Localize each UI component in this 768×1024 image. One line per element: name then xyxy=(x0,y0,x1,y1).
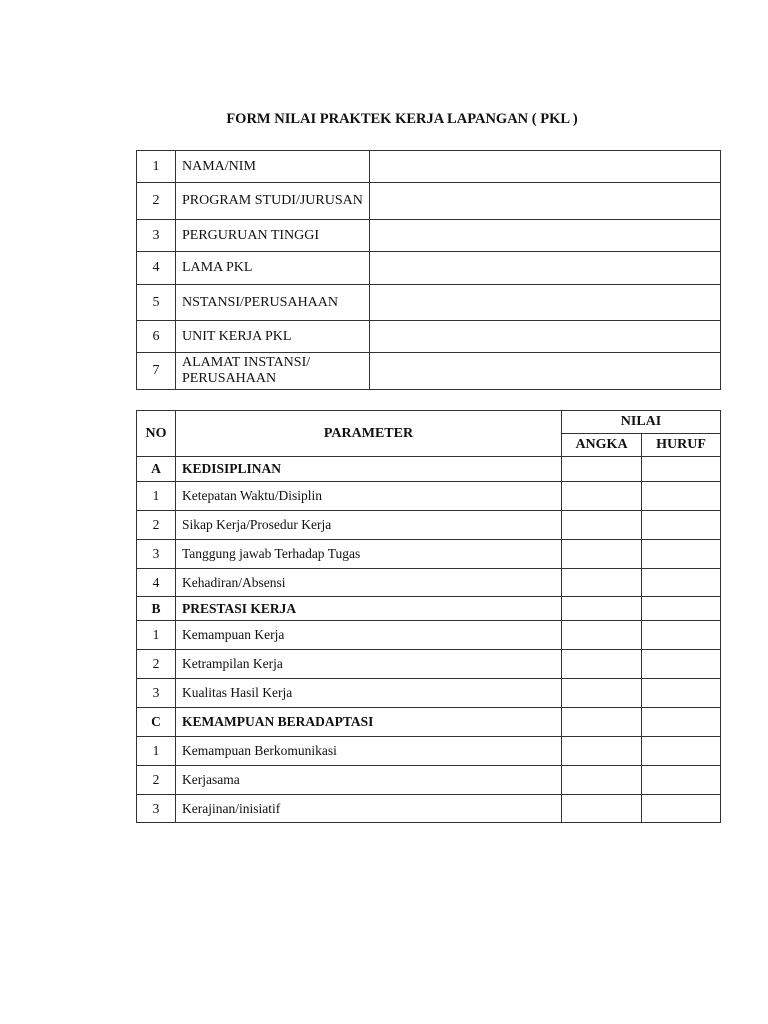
row-number: 6 xyxy=(137,321,176,353)
parameter-label: Ketepatan Waktu/Disiplin xyxy=(176,482,562,511)
huruf-cell[interactable] xyxy=(642,569,721,597)
parameter-row xyxy=(137,540,721,569)
row-number: 1 xyxy=(137,737,176,766)
field-value[interactable] xyxy=(370,353,721,390)
form-title: FORM NILAI PRAKTEK KERJA LAPANGAN ( PKL ) xyxy=(226,111,578,127)
row-number: 3 xyxy=(137,220,176,252)
parameter-label: Sikap Kerja/Prosedur Kerja xyxy=(176,511,562,540)
parameter-label: Ketrampilan Kerja xyxy=(176,650,562,679)
row-number: 4 xyxy=(137,569,176,597)
parameter-label: Tanggung jawab Terhadap Tugas xyxy=(176,540,562,569)
angka-cell[interactable] xyxy=(562,621,642,650)
header-parameter: PARAMETER xyxy=(176,411,562,457)
row-number: B xyxy=(137,597,176,621)
header-nilai: NILAI xyxy=(562,411,721,434)
angka-cell[interactable] xyxy=(562,766,642,795)
row-number: 3 xyxy=(137,795,176,823)
row-number: 1 xyxy=(137,151,176,183)
huruf-cell[interactable] xyxy=(642,540,721,569)
row-number: A xyxy=(137,457,176,482)
identity-row xyxy=(137,183,721,220)
huruf-cell[interactable] xyxy=(642,708,721,737)
parameter-label: KEMAMPUAN BERADAPTASI xyxy=(176,708,562,737)
angka-cell[interactable] xyxy=(562,569,642,597)
angka-cell[interactable] xyxy=(562,482,642,511)
row-number: 3 xyxy=(137,679,176,708)
huruf-cell[interactable] xyxy=(642,766,721,795)
identity-table xyxy=(136,150,721,390)
section-row xyxy=(137,708,721,737)
row-number: 2 xyxy=(137,766,176,795)
identity-row xyxy=(137,285,721,321)
section-row xyxy=(137,457,721,482)
huruf-cell[interactable] xyxy=(642,511,721,540)
parameter-row xyxy=(137,795,721,823)
field-label: NAMA/NIM xyxy=(176,151,370,183)
header-angka: ANGKA xyxy=(562,434,642,457)
huruf-cell[interactable] xyxy=(642,482,721,511)
row-number: C xyxy=(137,708,176,737)
row-number: 7 xyxy=(137,353,176,390)
huruf-cell[interactable] xyxy=(642,650,721,679)
field-label: PROGRAM STUDI/JURUSAN xyxy=(176,183,370,220)
huruf-cell[interactable] xyxy=(642,457,721,482)
identity-row xyxy=(137,252,721,285)
field-value[interactable] xyxy=(370,252,721,285)
parameter-row xyxy=(137,621,721,650)
field-label: UNIT KERJA PKL xyxy=(176,321,370,353)
parameter-row xyxy=(137,650,721,679)
parameter-label: PRESTASI KERJA xyxy=(176,597,562,621)
angka-cell[interactable] xyxy=(562,650,642,679)
angka-cell[interactable] xyxy=(562,457,642,482)
row-number: 5 xyxy=(137,285,176,321)
parameter-row xyxy=(137,766,721,795)
huruf-cell[interactable] xyxy=(642,597,721,621)
header-huruf: HURUF xyxy=(642,434,721,457)
parameter-label: Kerjasama xyxy=(176,766,562,795)
parameter-row xyxy=(137,482,721,511)
angka-cell[interactable] xyxy=(562,737,642,766)
identity-row xyxy=(137,321,721,353)
row-number: 1 xyxy=(137,621,176,650)
parameter-label: Kerajinan/inisiatif xyxy=(176,795,562,823)
row-number: 2 xyxy=(137,650,176,679)
row-number: 3 xyxy=(137,540,176,569)
field-value[interactable] xyxy=(370,285,721,321)
identity-row xyxy=(137,151,721,183)
angka-cell[interactable] xyxy=(562,540,642,569)
row-number: 2 xyxy=(137,511,176,540)
parameter-label: KEDISIPLINAN xyxy=(176,457,562,482)
parameter-row xyxy=(137,569,721,597)
huruf-cell[interactable] xyxy=(642,621,721,650)
row-number: 2 xyxy=(137,183,176,220)
angka-cell[interactable] xyxy=(562,679,642,708)
field-label: LAMA PKL xyxy=(176,252,370,285)
parameter-label: Kemampuan Berkomunikasi xyxy=(176,737,562,766)
grades-table xyxy=(136,410,721,823)
angka-cell[interactable] xyxy=(562,597,642,621)
header-no: NO xyxy=(137,411,176,457)
angka-cell[interactable] xyxy=(562,795,642,823)
field-value[interactable] xyxy=(370,220,721,252)
field-value[interactable] xyxy=(370,151,721,183)
parameter-row xyxy=(137,511,721,540)
parameter-label: Kemampuan Kerja xyxy=(176,621,562,650)
parameter-label: Kehadiran/Absensi xyxy=(176,569,562,597)
parameter-label: Kualitas Hasil Kerja xyxy=(176,679,562,708)
huruf-cell[interactable] xyxy=(642,679,721,708)
angka-cell[interactable] xyxy=(562,511,642,540)
field-label: NSTANSI/PERUSAHAAN xyxy=(176,285,370,321)
identity-row xyxy=(137,220,721,252)
huruf-cell[interactable] xyxy=(642,795,721,823)
angka-cell[interactable] xyxy=(562,708,642,737)
parameter-row xyxy=(137,737,721,766)
section-row xyxy=(137,597,721,621)
field-label: PERGURUAN TINGGI xyxy=(176,220,370,252)
identity-row xyxy=(137,353,721,390)
row-number: 1 xyxy=(137,482,176,511)
field-value[interactable] xyxy=(370,321,721,353)
field-value[interactable] xyxy=(370,183,721,220)
parameter-row xyxy=(137,679,721,708)
huruf-cell[interactable] xyxy=(642,737,721,766)
field-label: ALAMAT INSTANSI/ PERUSAHAAN xyxy=(176,353,370,390)
row-number: 4 xyxy=(137,252,176,285)
